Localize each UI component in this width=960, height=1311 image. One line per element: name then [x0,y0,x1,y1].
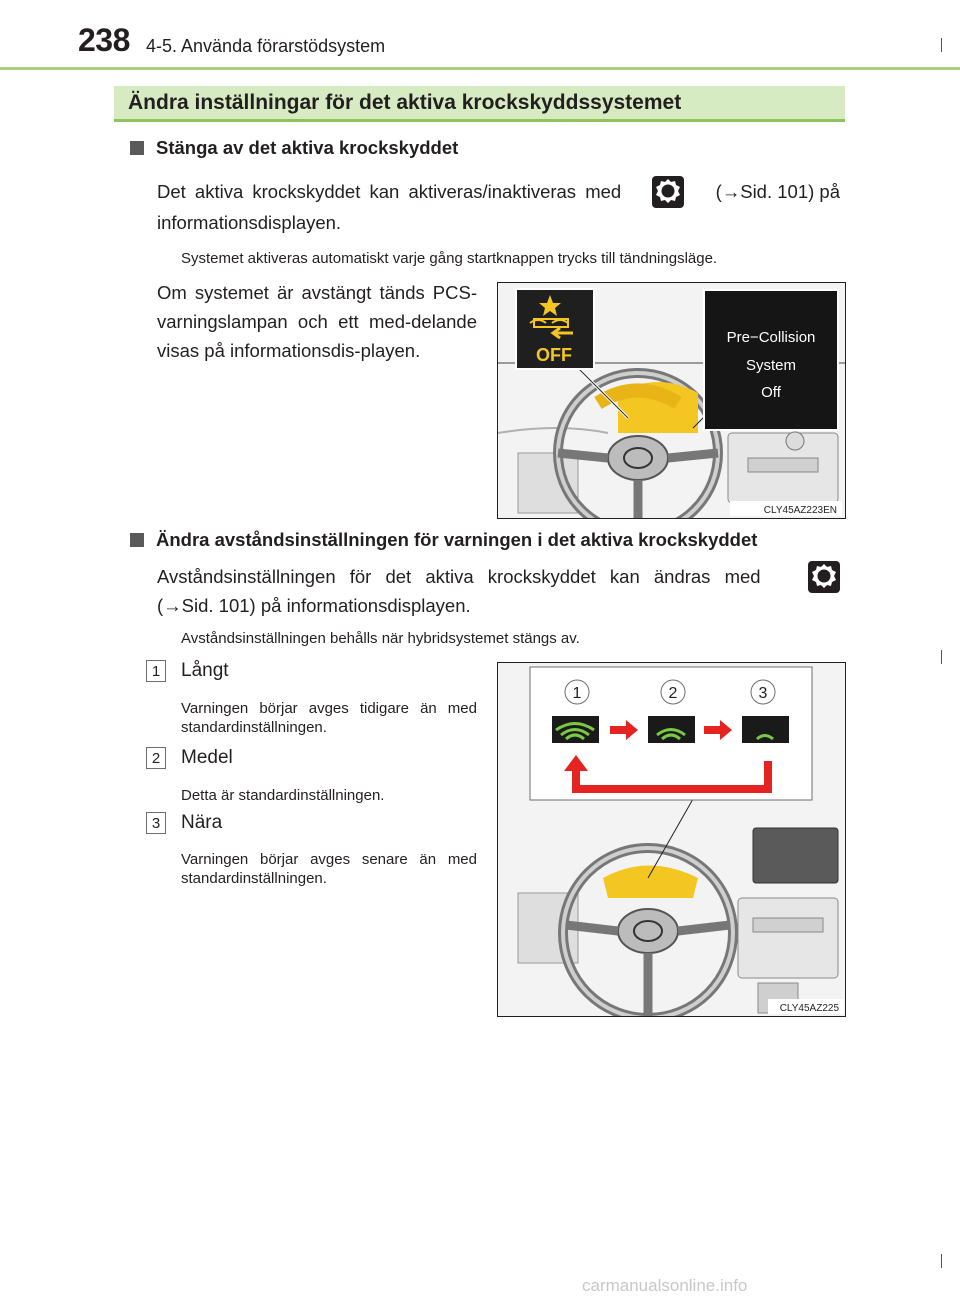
figure-number-label: 3 [758,685,768,702]
section-header-box [114,86,845,122]
page-reference: (→Sid. 101) på [715,181,840,202]
option-label-near: Nära [181,812,223,833]
subheading-turn-off [130,137,458,159]
square-bullet-icon [130,141,144,155]
paragraph-line [157,560,840,594]
header-rule [0,67,960,70]
crop-mark [941,1254,942,1268]
indicator-off-text: OFF [536,345,572,365]
option-label-far: Långt [181,660,229,681]
paragraph-text: Avståndsinställningen för det aktiva krockskyddet kan ändras med [157,566,761,587]
paragraph-text: Det aktiva krockskyddet kan aktiveras/inaktiveras med [157,181,622,202]
chapter-title: 4-5. Använda förarstödsystem [146,36,386,56]
paragraph-off-warning: Om systemet är avstängt tänds PCS-varningslampan och ett med-delande visas på informationsdis-playen. [157,282,477,361]
display-line-1: Pre−Collision [726,329,816,346]
option-label-medium: Medel [181,747,233,768]
figure-number-label: 2 [668,685,678,702]
settings-gear-icon [652,176,684,208]
option-desc-far: Varningen börjar avges tidigare än med standardinställningen. [181,700,477,736]
paragraph-text: (→Sid. 101) på informationsdisplayen. [157,595,471,616]
illustration-pcs-off [497,282,846,519]
paragraph-text: informationsdisplayen. [157,212,342,233]
section-title: Ändra inställningar för det aktiva krockskyddssystemet [128,91,682,114]
option-desc-medium: Detta är standardinställningen. [181,787,385,804]
watermark: carmanualsonline.info [582,1276,748,1295]
option-number-badge: 2 [146,747,166,769]
subheading-distance [130,529,757,551]
option-number-badge: 3 [146,812,166,834]
figure-code: CLY45AZ223EN [763,505,837,516]
illustration-distance-setting [497,662,846,1017]
option-desc-near: Varningen börjar avges senare än med standardinställningen. [181,851,477,887]
dashboard-illustration [498,283,845,518]
crop-mark [941,650,942,664]
paragraph-toggle [157,175,840,239]
crop-mark [941,38,942,52]
dashboard-illustration [498,663,845,1016]
option-number-badge: 1 [146,660,166,682]
figure-code: CLY45AZ225 [779,1003,839,1014]
paragraph-distance [157,560,840,622]
page-number: 238 [78,22,130,58]
note-distance-kept: Avståndsinställningen behålls när hybridsystemet stängs av. [181,630,580,647]
subheading-text: Stänga av det aktiva krockskyddet [156,137,459,158]
paragraph-line [157,175,840,209]
display-line-3: Off [761,384,781,401]
settings-gear-icon [808,561,840,593]
display-line-2: System [745,357,797,374]
square-bullet-icon [130,533,144,547]
figure-number-label: 1 [572,685,582,702]
subheading-text: Ändra avståndsinställningen för varningen i det aktiva krockskyddet [156,529,758,550]
note-auto-enable: Systemet aktiveras automatiskt varje gång startknappen trycks till tändningsläge. [181,250,718,267]
